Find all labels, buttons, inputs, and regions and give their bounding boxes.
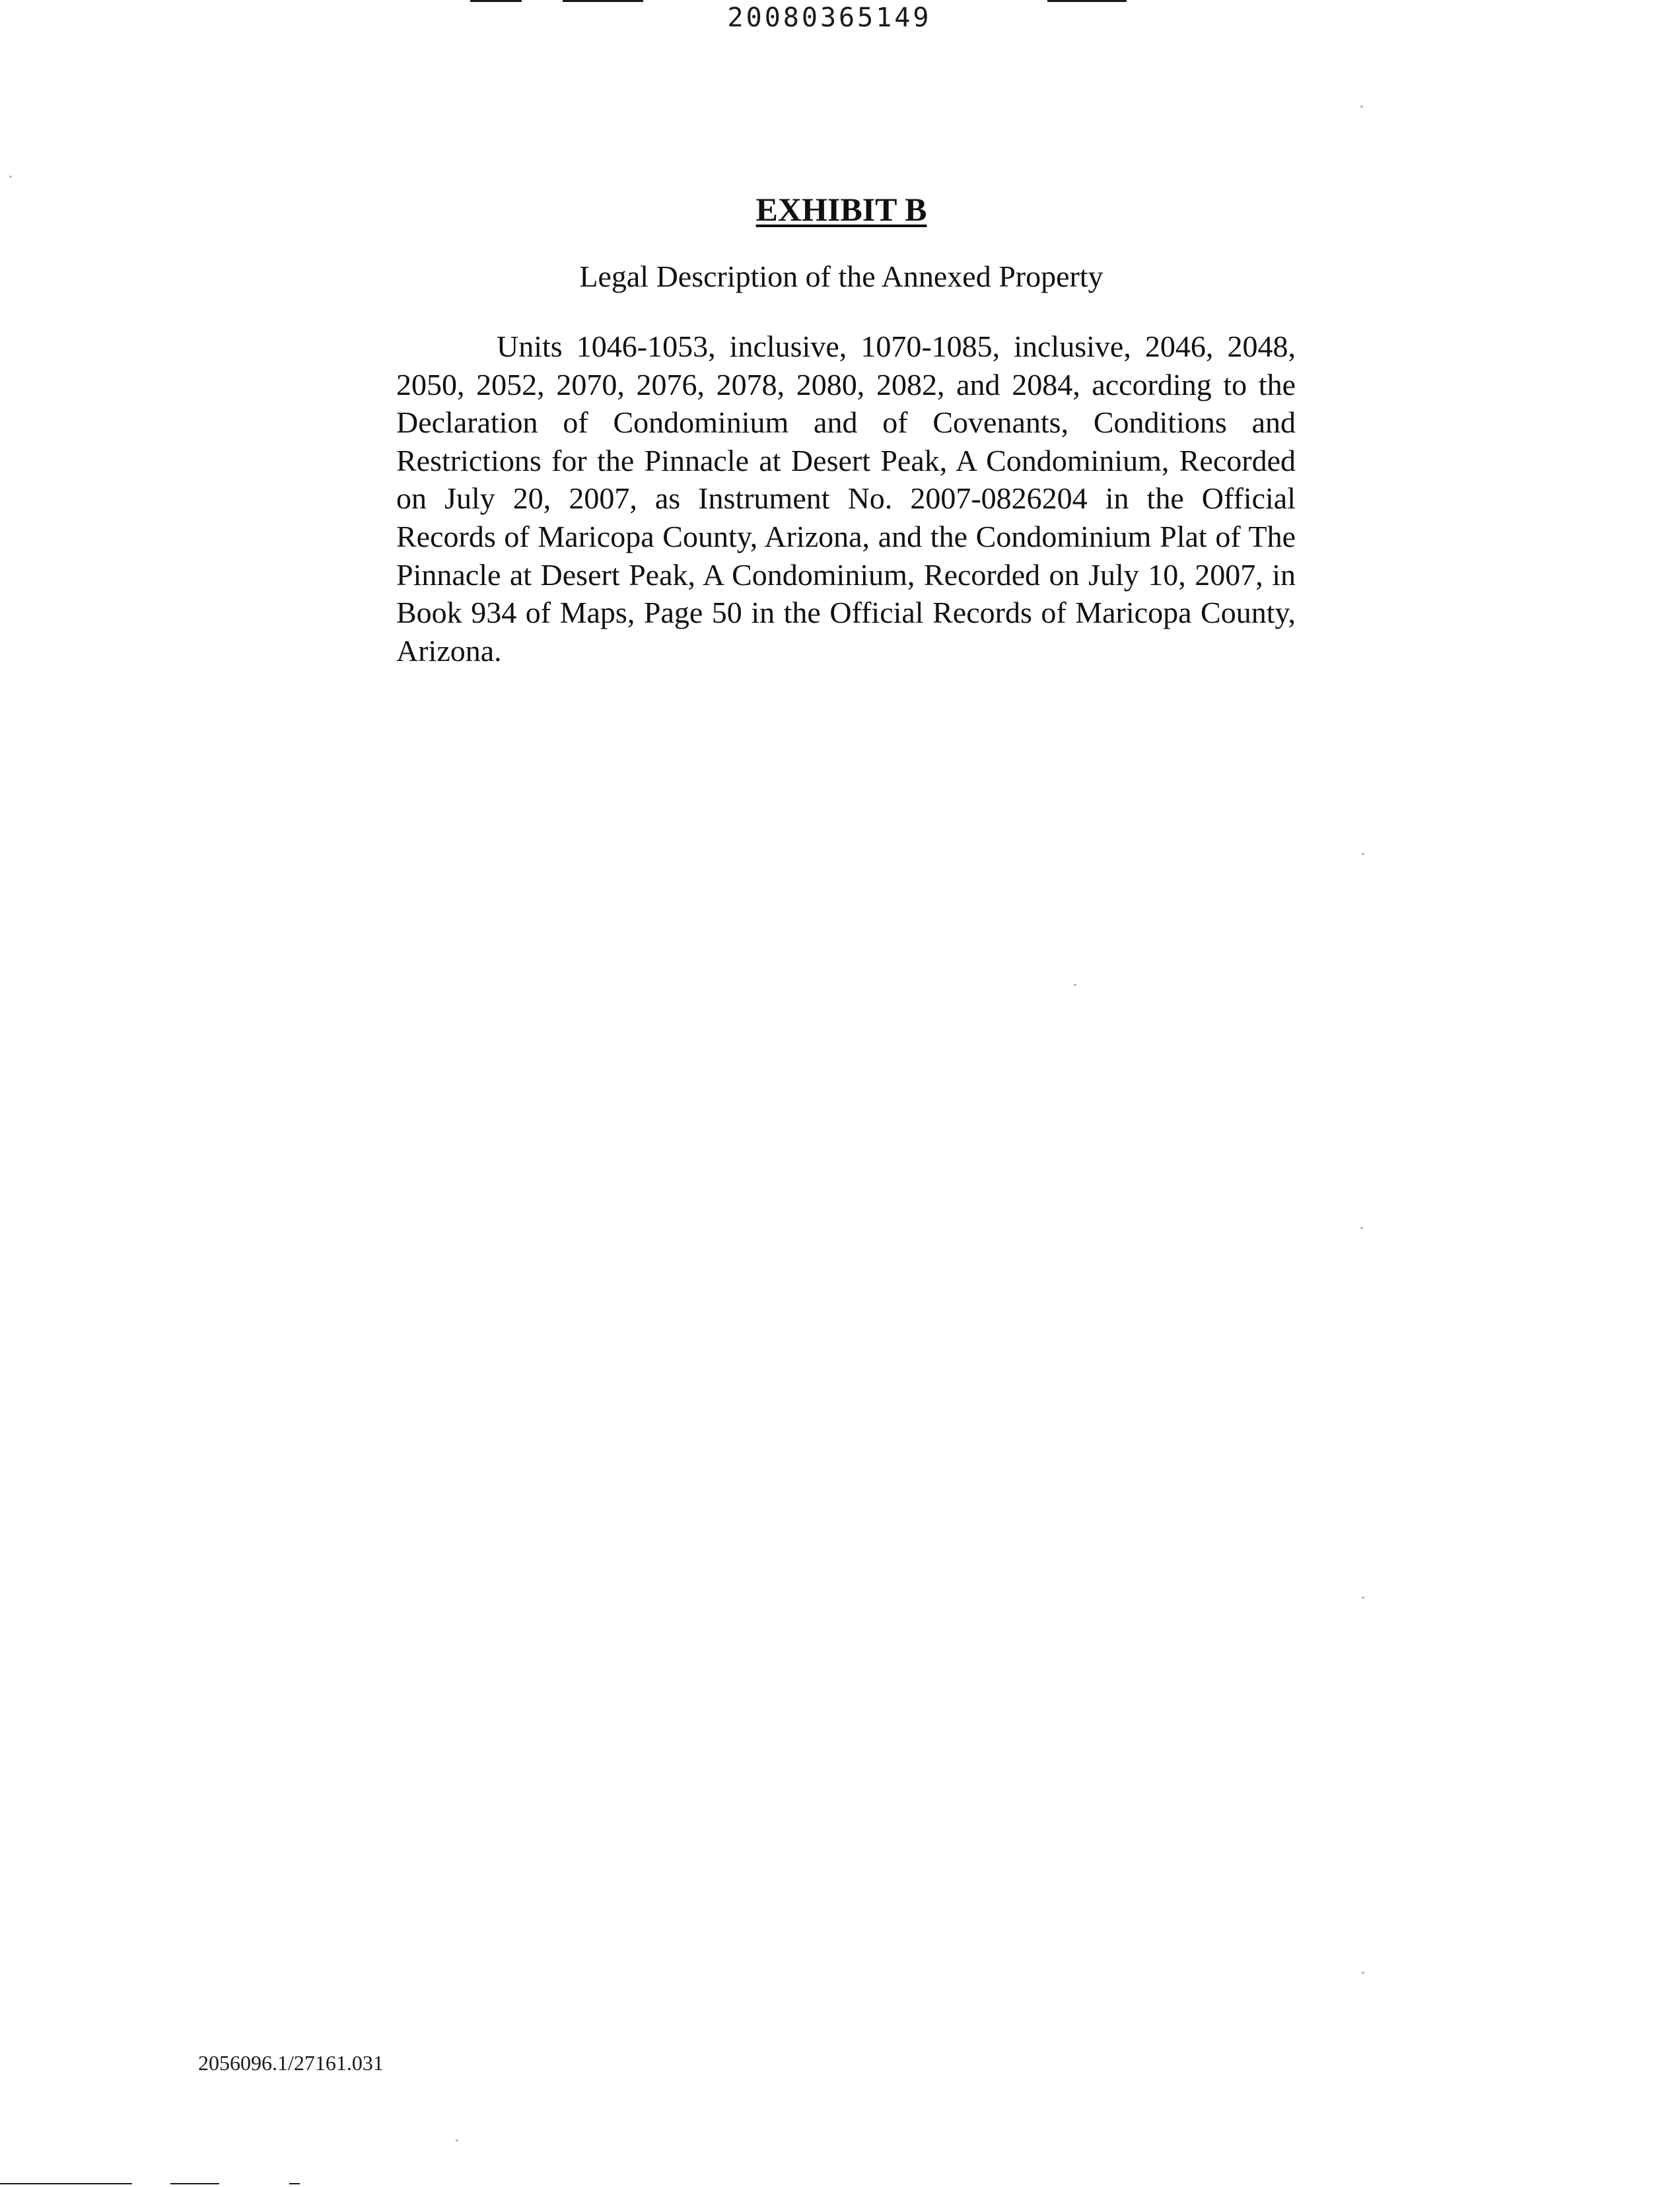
scan-artifact-line [289, 2183, 300, 2184]
legal-description-paragraph: Units 1046-1053, inclusive, 1070-1085, inclusive, 2046, 2048, 2050, 2052, 2070, 2076, 2078, 2080, 2082, and 2084, according to the Declaration of Condominium and of Covenants, Conditions and Restrictions for the Pinnacle at Desert Peak, A Condominium, Recorded on July 20, 2007, as Instrument No. 2007-0826204 in the Official Records of Maricopa County, Arizona, and the Condominium Plat of The Pinnacle at Desert Peak, A Condominium, Recorded on July 10, 2007, in Book 934 of Maps, Page 50 in the Official Records of Maricopa County, Arizona. [396, 330, 1296, 668]
scan-artifact-line [1047, 0, 1127, 2]
document-id: 2056096.1/27161.031 [198, 2051, 384, 2075]
scan-artifact-line [563, 0, 643, 2]
scan-speck [1360, 106, 1363, 108]
exhibit-subtitle: Legal Description of the Annexed Property [579, 260, 1103, 293]
exhibit-title: EXHIBIT B [755, 191, 927, 228]
recording-number: 20080365149 [727, 3, 932, 33]
scan-speck [1362, 853, 1364, 855]
scan-speck [1362, 1597, 1364, 1599]
scan-speck [1360, 1227, 1363, 1229]
scan-speck [1362, 1972, 1364, 1974]
scan-artifact-line [170, 2183, 219, 2184]
scan-artifact-line [0, 2183, 132, 2184]
scan-speck [456, 2139, 458, 2141]
scan-speck [1074, 984, 1076, 986]
scan-artifact-line [470, 0, 522, 2]
scan-speck [9, 176, 12, 178]
